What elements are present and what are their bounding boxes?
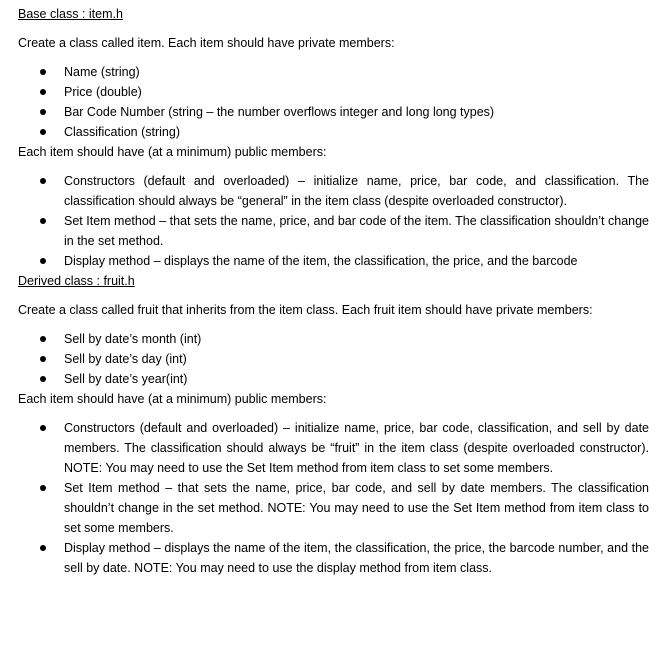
list-item: Price (double) [64,82,649,102]
derived-class-intro: Create a class called fruit that inherits from the item class. Each fruit item should have private members: [18,303,593,317]
base-public-members-list [18,171,649,271]
derived-class-heading: Derived class : fruit.h [18,274,135,288]
base-public-intro: Each item should have (at a minimum) public members: [18,145,327,159]
derived-public-intro: Each item should have (at a minimum) public members: [18,392,327,406]
list-item: Constructors (default and overloaded) – initialize name, price, bar code, classification, and sell by date members. The classification should always be “fruit” in the item class (despite overloaded constructor). NOTE: You may need to use the Set Item method from item class to set some members. [64,418,649,478]
list-item: Name (string) [64,62,649,82]
derived-public-members-list [18,418,649,578]
list-item: Constructors (default and overloaded) – initialize name, price, bar code, and classification. The classification should always be “general” in the item class (despite overloaded constructor). [64,171,649,211]
list-item: Set Item method – that sets the name, price, and bar code of the item. The classification shouldn’t change in the set method. [64,211,649,251]
list-item: Sell by date’s day (int) [64,349,649,369]
list-item: Sell by date’s month (int) [64,329,649,349]
list-item: Set Item method – that sets the name, price, bar code, and sell by date members. The classification shouldn’t change in the set method. NOTE: You may need to use the Set Item method from item class to set some members. [64,478,649,538]
list-item: Display method – displays the name of the item, the classification, the price, the barcode number, and the sell by date. NOTE: You may need to use the display method from item class. [64,538,649,578]
base-class-intro: Create a class called item. Each item should have private members: [18,36,395,50]
derived-private-members-list [18,329,649,389]
list-item: Display method – displays the name of the item, the classification, the price, and the barcode [64,251,649,271]
list-item: Bar Code Number (string – the number overflows integer and long long types) [64,102,649,122]
base-class-heading: Base class : item.h [18,7,123,21]
list-item: Classification (string) [64,122,649,142]
list-item: Sell by date’s year(int) [64,369,649,389]
base-private-members-list [18,62,649,142]
